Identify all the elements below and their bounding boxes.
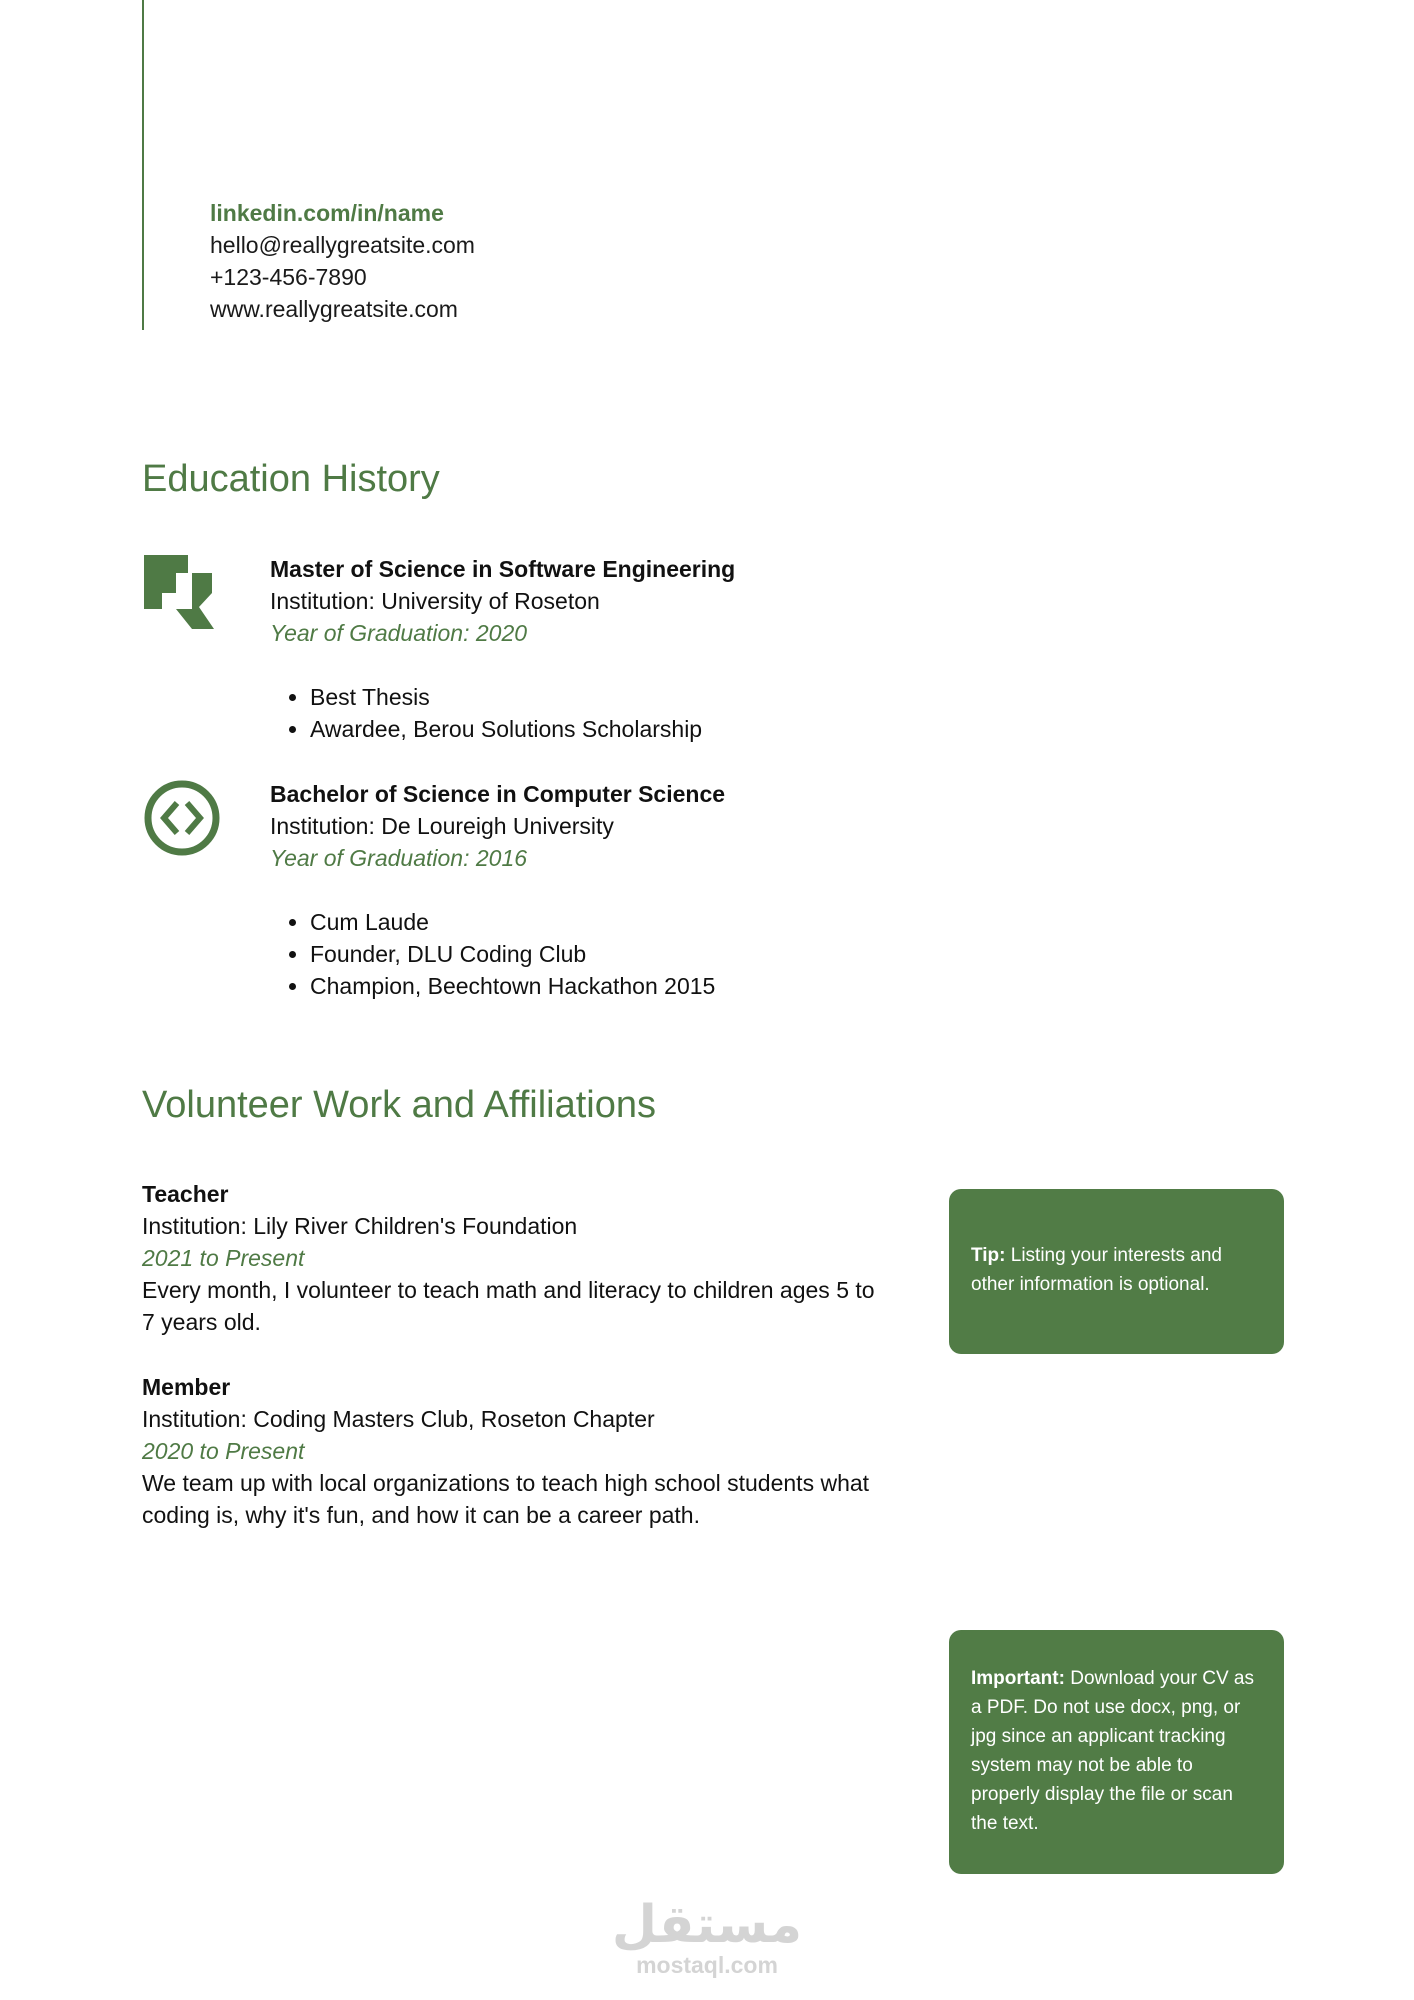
degree-title: Bachelor of Science in Computer Science xyxy=(270,781,726,807)
important-text: Download your CV as a PDF. Do not use docx, png, or jpg since an applicant tracking system may not be able to properly display the file or scan the text. xyxy=(971,1668,1254,1834)
website-link[interactable]: www.reallygreatsite.com xyxy=(210,296,458,322)
contact-block xyxy=(210,197,475,325)
code-brackets-logo-icon xyxy=(142,778,222,858)
institution-name: Institution: University of Roseton xyxy=(270,588,600,614)
institution-name: Institution: De Loureigh University xyxy=(270,813,614,839)
linkedin-link[interactable]: linkedin.com/in/name xyxy=(210,200,444,226)
contact-divider xyxy=(142,0,144,330)
volunteer-period: 2020 to Present xyxy=(142,1438,305,1464)
volunteer-description: Every month, I volunteer to teach math and literacy to children ages 5 to 7 years old. xyxy=(142,1277,875,1335)
honors-list xyxy=(270,681,735,745)
important-callout xyxy=(949,1630,1284,1874)
institution-name: Institution: Coding Masters Club, Roseton Chapter xyxy=(142,1406,655,1432)
important-label: Important: xyxy=(971,1668,1065,1689)
phone-text: +123-456-7890 xyxy=(210,264,367,290)
volunteer-role: Member xyxy=(142,1374,231,1400)
tip-label: Tip: xyxy=(971,1245,1006,1266)
watermark-arabic-logo: مستقل xyxy=(611,1895,803,1955)
degree-title: Master of Science in Software Engineering xyxy=(270,556,736,582)
list-item: • Founder, DLU Coding Club xyxy=(310,938,725,970)
list-item: • Cum Laude xyxy=(310,906,725,938)
graduation-year: Year of Graduation: 2020 xyxy=(270,620,528,646)
volunteer-period: 2021 to Present xyxy=(142,1245,305,1271)
mostaql-watermark xyxy=(0,1895,1414,1978)
volunteer-item xyxy=(142,1371,882,1531)
education-heading: Education History xyxy=(142,458,440,500)
university-roseton-logo-icon xyxy=(142,553,222,633)
tip-text: Listing your interests and other information is optional. xyxy=(971,1245,1222,1295)
institution-name: Institution: Lily River Children's Foundation xyxy=(142,1213,578,1239)
volunteer-description: We team up with local organizations to teach high school students what coding is, why it's fun, and how it can be a career path. xyxy=(142,1470,870,1528)
honors-list xyxy=(270,906,725,1002)
list-item: • Champion, Beechtown Hackathon 2015 xyxy=(310,970,725,1002)
graduation-year: Year of Graduation: 2016 xyxy=(270,845,528,871)
volunteer-heading: Volunteer Work and Affiliations xyxy=(142,1084,657,1126)
list-item: • Awardee, Berou Solutions Scholarship xyxy=(310,713,735,745)
tip-callout xyxy=(949,1189,1284,1354)
volunteer-item xyxy=(142,1178,882,1338)
watermark-latin-text: mostaql.com xyxy=(636,1952,778,1978)
email-text[interactable]: hello@reallygreatsite.com xyxy=(210,232,475,258)
list-item: • Best Thesis xyxy=(310,681,735,713)
volunteer-role: Teacher xyxy=(142,1181,229,1207)
